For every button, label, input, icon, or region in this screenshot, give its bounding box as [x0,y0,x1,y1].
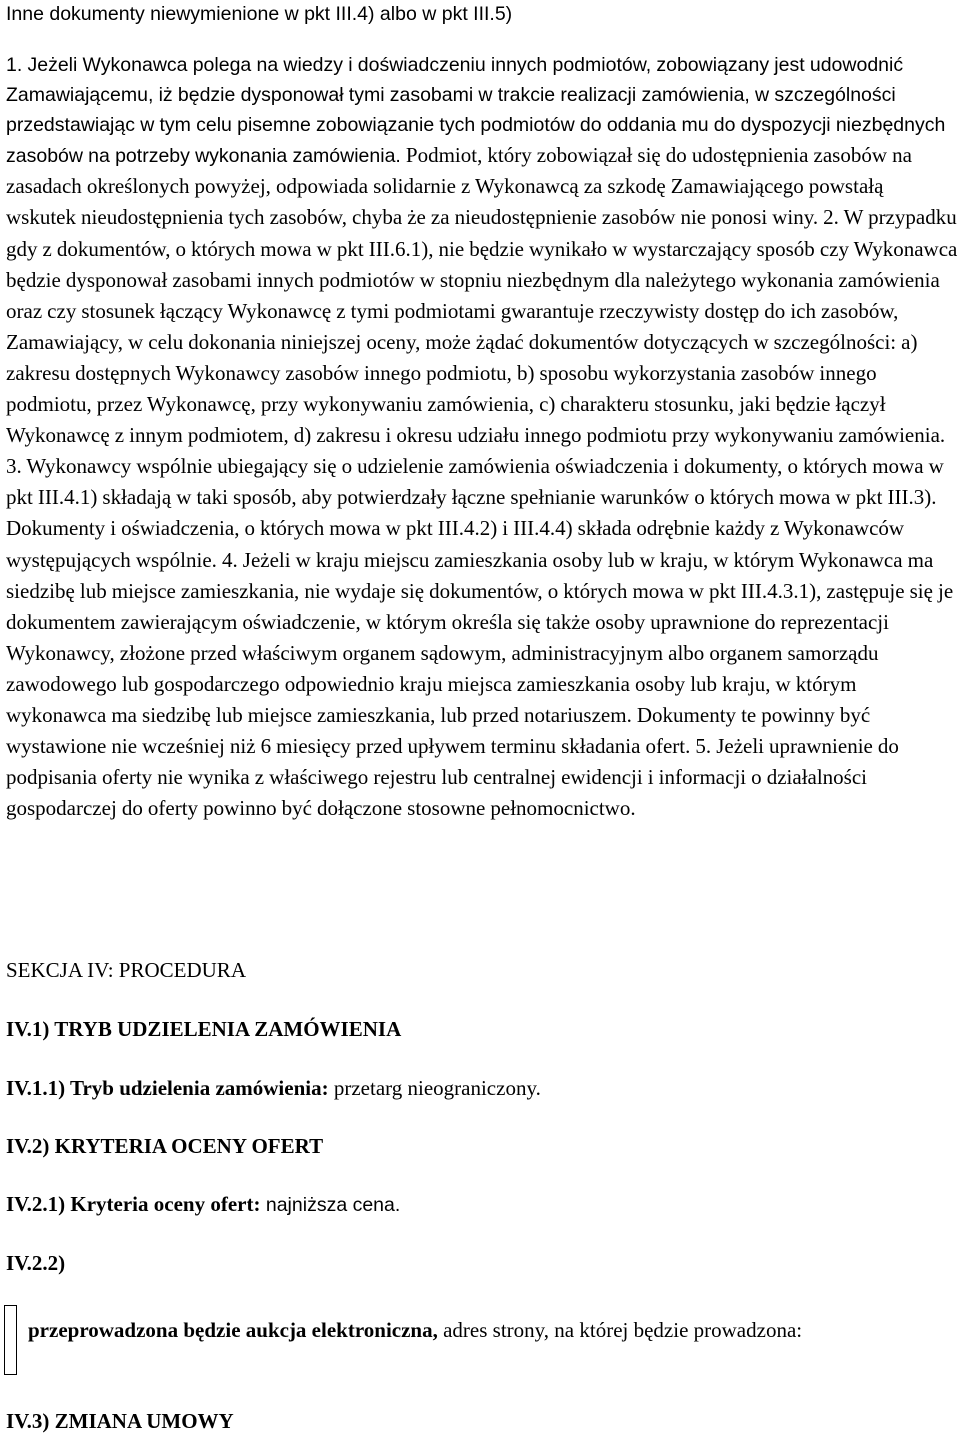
iv21-label: IV.2.1) Kryteria oceny ofert: [6,1192,261,1216]
auction-option [28,1316,848,1345]
iv3-heading: IV.3) ZMIANA UMOWY [6,1409,234,1433]
conditions-paragraph [6,51,958,825]
iv22-heading: IV.2.2) [6,1251,66,1275]
section-title: SEKCJA IV: PROCEDURA [6,958,246,982]
paragraph-part-sans: 1. Jeżeli Wykonawca polega na wiedzy i doświadczeniu innych podmiotów, zobowiązany jest udowodnić Zamawiającemu, iż będzie dysponował tymi zasobami w trakcie realizacji zamówienia, w szczególności przedstawiając w tym celu pisemne zobowiązanie tych podmiotów do oddania mu do dyspozycji niezbędnych zasobów na potrzeby wykonania zamówienia. [6,54,946,168]
iv21-row [6,1192,400,1217]
auction-checkbox[interactable] [4,1305,17,1375]
iv21-value: najniższa cena. [260,1194,401,1216]
paragraph-part-serif: Podmiot, który zobowiązał się do udostępnienia zasobów na zasadach określonych powyżej, odpowiada solidarnie z Wykonawcą za szkodę Zamawiającego powstałą wskutek nieudostępnienia tych zasobów, chyba że za nieudostępnienie zasobów nie ponosi winy. 2. W przypadku gdy z dokumentów, o których mowa w pkt III.6.1), nie będzie wynikało w wystarczający sposób czy Wykonawca będzie dysponował zasobami innych podmiotów w stopniu niezbędnym dla należytego wykonania zamówienia oraz czy stosunek łączący Wykonawcę z tymi podmiotami gwarantuje rzeczywisty dostęp do ich zasobów, Zamawiający, w celu dokonania niniejszej oceny, może żądać dokumentów dotyczących w szczególności: a) zakresu dostępnych Wykonawcy zasobów innego podmiotu, b) sposobu wykorzystania zasobów innego podmiotu, przez Wykonawcę, przy wykonywaniu zamówienia, c) charakteru stosunku, jaki będzie łączył Wykonawcę z innym podmiotem, d) zakresu i okresu udziału innego podmiotu przy wykonywaniu zamówienia. 3. Wykonawcy wspólnie ubiegający się o udzielenie zamówienia oświadczenia i dokumenty, o których mowa w pkt III.4.1) składają w taki sposób, aby potwierdzały łączne spełnianie warunków o których mowa w pkt III.3). Dokumenty i oświadczenia, o których mowa w pkt III.4.2) i III.4.4) składa odrębnie każdy z Wykonawców występujących wspólnie. 4. Jeżeli w kraju miejscu zamieszkania osoby lub w kraju, w którym Wykonawca ma siedzibę lub miejsce zamieszkania, nie wydaje się dokumentów, o których mowa w pkt III.4.3.1), zastępuje się je dokumentem zawierającym oświadczenie, w którym określa się także osoby uprawnione do reprezentacji Wykonawcy, złożone przed właściwym organem sądowym, administracyjnym albo organem samorządu zawodowego lub gospodarczego odpowiednio kraju miejsca zamieszkania osoby lub kraju, w którym wykonawca ma siedzibę lub miejsce zamieszkania, lub przed notariuszem. Dokumenty te powinny być wystawione nie wcześniej niż 6 miesięcy przed upływem terminu składania ofert. 5. Jeżeli uprawnienie do podpisania oferty nie wynika z właściwego rejestru lub centralnej ewidencji i informacji o działalności gospodarczej do oferty powinno być dołączone stosowne pełnomocnictwo. [6,143,958,821]
auction-label: przeprowadzona będzie aukcja elektroniczna, [28,1318,438,1342]
auction-text: adres strony, na której będzie prowadzona: [437,1318,803,1342]
iv1-heading: IV.1) TRYB UDZIELENIA ZAMÓWIENIA [6,1017,402,1041]
iv2-heading: IV.2) KRYTERIA OCENY OFERT [6,1134,324,1158]
iv11-row [6,1076,541,1101]
document-heading: Inne dokumenty niewymienione w pkt III.4) albo w pkt III.5) [6,3,513,25]
iv11-label: IV.1.1) Tryb udzielenia zamówienia: [6,1076,329,1100]
iv11-value: przetarg nieograniczony. [328,1076,541,1100]
